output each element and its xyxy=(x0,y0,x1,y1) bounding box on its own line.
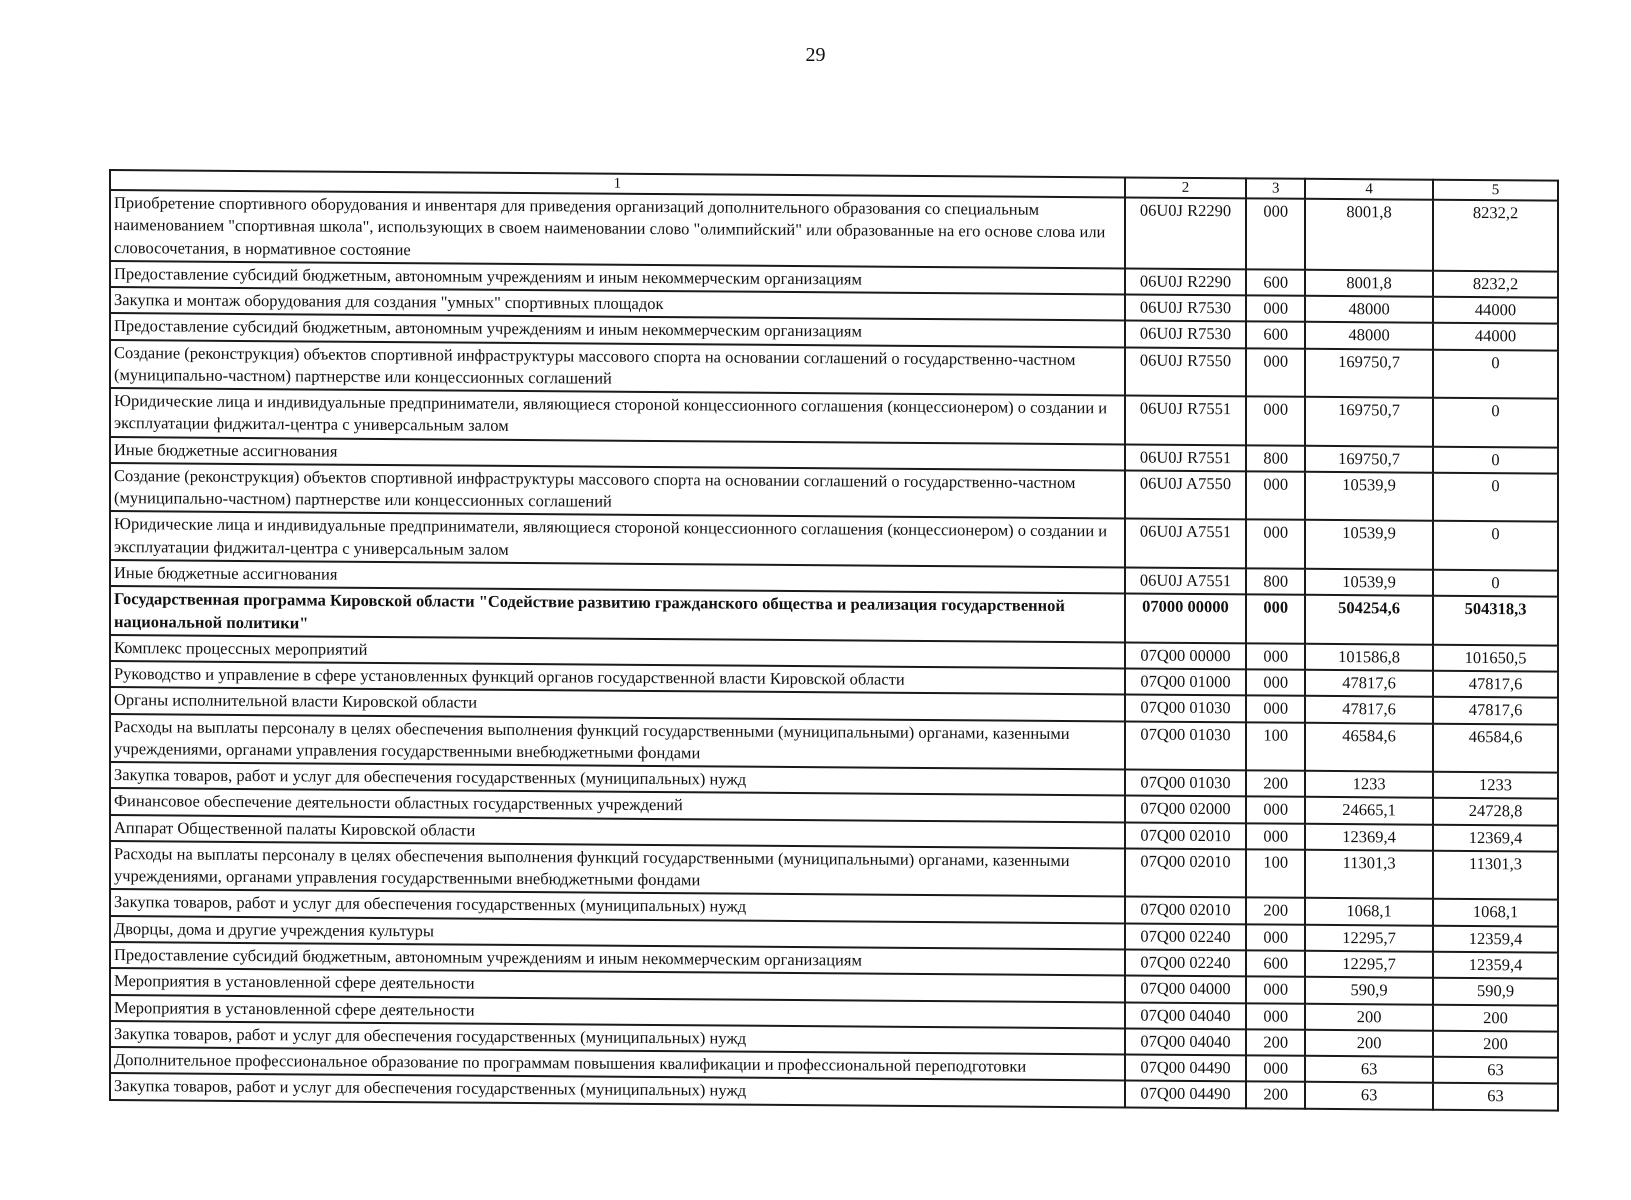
page-number: 29 xyxy=(805,44,826,66)
row-expense-type: 800 xyxy=(1246,445,1305,472)
row-description: Закупка товаров, работ и услуг для обеспечения государственных (муниципальных) нужд xyxy=(110,1073,1125,1107)
row-code: 06U0J R7550 xyxy=(1125,347,1247,396)
row-expense-type: 000 xyxy=(1246,595,1305,644)
row-expense-type: 100 xyxy=(1246,849,1305,898)
row-value-col4: 200 xyxy=(1305,1003,1433,1030)
row-value-col4: 48000 xyxy=(1305,296,1433,323)
row-code: 07Q00 02010 xyxy=(1125,822,1247,849)
row-code: 07Q00 04040 xyxy=(1125,1002,1247,1029)
row-description: Мероприятия в установленной сфере деятельности xyxy=(110,968,1125,1002)
row-code: 07000 00000 xyxy=(1125,594,1247,643)
row-value-col4: 8001,8 xyxy=(1305,270,1433,297)
row-expense-type: 600 xyxy=(1246,322,1305,349)
row-description: Расходы на выплаты персоналу в целях обеспечения выполнения функций государственными (муниципальными) органами, казенными учреждениями, органами управления государственными внебюджетными фондами xyxy=(110,714,1125,770)
row-expense-type: 200 xyxy=(1246,898,1305,925)
row-code: 07Q00 01000 xyxy=(1125,668,1247,695)
row-description: Закупка товаров, работ и услуг для обеспечения государственных (муниципальных) нужд xyxy=(110,889,1125,923)
row-expense-type: 000 xyxy=(1246,797,1305,824)
row-value-col4: 48000 xyxy=(1305,322,1433,349)
row-value-col5: 1068,1 xyxy=(1433,899,1558,926)
row-description: Создание (реконструкция) объектов спортивной инфраструктуры массового спорта на основании соглашений о государственно-частном (муниципально-частном) партнерстве или концессионных соглашений xyxy=(110,463,1125,519)
row-code: 07Q00 01030 xyxy=(1125,695,1247,722)
table-row xyxy=(110,190,1558,271)
row-expense-type: 000 xyxy=(1246,924,1305,951)
row-code: 06U0J R7530 xyxy=(1125,295,1247,322)
row-value-col5: 12359,4 xyxy=(1433,952,1558,979)
row-description: Иные бюджетные ассигнования xyxy=(110,437,1125,471)
row-value-col4: 12369,4 xyxy=(1305,823,1433,850)
row-expense-type: 600 xyxy=(1246,950,1305,977)
column-header-1: 1 xyxy=(110,170,1125,197)
row-expense-type: 000 xyxy=(1246,977,1305,1004)
row-code: 06U0J A7551 xyxy=(1125,519,1247,568)
row-value-col5: 200 xyxy=(1433,1030,1558,1057)
row-value-col5: 101650,5 xyxy=(1433,644,1558,671)
row-expense-type: 800 xyxy=(1246,568,1305,595)
row-value-col4: 1068,1 xyxy=(1305,898,1433,925)
row-expense-type: 000 xyxy=(1246,669,1305,696)
row-expense-type: 000 xyxy=(1246,295,1305,322)
row-value-col5: 504318,3 xyxy=(1433,596,1558,645)
row-description: Государственная программа Кировской области "Содействие развитию гражданского общества и реализация государственной национальной политики" xyxy=(110,586,1125,642)
row-value-col5: 47817,6 xyxy=(1433,671,1558,698)
row-value-col5: 46584,6 xyxy=(1433,723,1558,772)
column-header-3: 3 xyxy=(1246,178,1305,198)
row-code: 06U0J R2290 xyxy=(1125,268,1247,295)
row-value-col4: 47817,6 xyxy=(1305,696,1433,723)
row-code: 06U0J A7551 xyxy=(1125,567,1247,594)
row-value-col4: 47817,6 xyxy=(1305,670,1433,697)
row-expense-type: 000 xyxy=(1246,1003,1305,1030)
row-description: Органы исполнительной власти Кировской области xyxy=(110,687,1125,721)
row-description: Предоставление субсидий бюджетным, автономным учреждениям и иным некоммерческим организациям xyxy=(110,313,1125,347)
row-description: Мероприятия в установленной сфере деятельности xyxy=(110,995,1125,1029)
row-description: Руководство и управление в сфере установленных функций органов государственной власти Кировской области xyxy=(110,661,1125,695)
row-value-col5: 8232,2 xyxy=(1433,271,1558,298)
row-expense-type: 000 xyxy=(1246,348,1305,397)
row-value-col5: 0 xyxy=(1433,349,1558,398)
row-value-col5: 12369,4 xyxy=(1433,824,1558,851)
row-value-col4: 63 xyxy=(1305,1082,1433,1109)
row-code: 07Q00 04490 xyxy=(1125,1081,1247,1108)
column-header-2: 2 xyxy=(1125,177,1247,198)
row-description: Предоставление субсидий бюджетным, автономным учреждениям и иным некоммерческим организациям xyxy=(110,942,1125,976)
row-value-col5: 24728,8 xyxy=(1433,798,1558,825)
row-value-col4: 46584,6 xyxy=(1305,722,1433,771)
row-code: 07Q00 02240 xyxy=(1125,923,1247,950)
row-value-col5: 0 xyxy=(1433,398,1558,447)
row-code: 06U0J R7530 xyxy=(1125,321,1247,348)
row-value-col4: 169750,7 xyxy=(1305,397,1433,446)
row-code: 07Q00 00000 xyxy=(1125,642,1247,669)
row-description: Дворцы, дома и другие учреждения культуры xyxy=(110,916,1125,950)
row-expense-type: 200 xyxy=(1246,1029,1305,1056)
row-value-col4: 169750,7 xyxy=(1305,348,1433,397)
row-value-col4: 12295,7 xyxy=(1305,951,1433,978)
row-value-col5: 63 xyxy=(1433,1057,1558,1084)
row-description: Закупка и монтаж оборудования для создания "умных" спортивных площадок xyxy=(110,287,1125,321)
row-value-col5: 8232,2 xyxy=(1433,200,1558,272)
row-expense-type: 000 xyxy=(1246,1055,1305,1082)
row-code: 07Q00 02000 xyxy=(1125,796,1247,823)
row-value-col4: 504254,6 xyxy=(1305,595,1433,644)
row-value-col5: 1233 xyxy=(1433,772,1558,799)
row-value-col4: 10539,9 xyxy=(1305,472,1433,521)
row-expense-type: 200 xyxy=(1246,1082,1305,1109)
row-expense-type: 000 xyxy=(1246,823,1305,850)
row-value-col4: 24665,1 xyxy=(1305,797,1433,824)
row-value-col5: 12359,4 xyxy=(1433,925,1558,952)
column-header-4: 4 xyxy=(1305,179,1433,200)
row-expense-type: 000 xyxy=(1246,696,1305,723)
row-value-col5: 11301,3 xyxy=(1433,851,1558,900)
row-description: Предоставление субсидий бюджетным, автономным учреждениям и иным некоммерческим организациям xyxy=(110,261,1125,295)
row-description: Закупка товаров, работ и услуг для обеспечения государственных (муниципальных) нужд xyxy=(110,1021,1125,1055)
row-expense-type: 000 xyxy=(1246,471,1305,520)
row-value-col5: 47817,6 xyxy=(1433,697,1558,724)
row-value-col5: 0 xyxy=(1433,521,1558,570)
row-code: 07Q00 04040 xyxy=(1125,1028,1247,1055)
row-value-col4: 11301,3 xyxy=(1305,850,1433,899)
row-value-col4: 10539,9 xyxy=(1305,520,1433,569)
row-code: 07Q00 02010 xyxy=(1125,897,1247,924)
row-code: 07Q00 04490 xyxy=(1125,1054,1247,1081)
row-value-col5: 44000 xyxy=(1433,297,1558,324)
row-description: Приобретение спортивного оборудования и инвентаря для приведения организаций дополнительного образования со специальным наименованием "спортивная школа", использующих в своем наименовании слово "олимпийский" или образованные на его основе слова или словосочетания, в нормативное состояние xyxy=(110,190,1125,268)
row-value-col4: 63 xyxy=(1305,1056,1433,1083)
row-description: Расходы на выплаты персоналу в целях обеспечения выполнения функций государственными (муниципальными) органами, казенными учреждениями, органами управления государственными внебюджетными фондами xyxy=(110,841,1125,897)
row-expense-type: 100 xyxy=(1246,722,1305,771)
row-description: Закупка товаров, работ и услуг для обеспечения государственных (муниципальных) нужд xyxy=(110,762,1125,796)
row-code: 07Q00 01030 xyxy=(1125,770,1247,797)
row-code: 06U0J R7551 xyxy=(1125,396,1247,445)
row-expense-type: 000 xyxy=(1246,520,1305,569)
row-value-col4: 101586,8 xyxy=(1305,644,1433,671)
row-value-col4: 590,9 xyxy=(1305,977,1433,1004)
row-expense-type: 200 xyxy=(1246,770,1305,797)
row-value-col5: 0 xyxy=(1433,473,1558,522)
row-code: 07Q00 04000 xyxy=(1125,976,1247,1003)
row-expense-type: 600 xyxy=(1246,269,1305,296)
row-description: Комплекс процессных мероприятий xyxy=(110,635,1125,669)
row-description: Юридические лица и индивидуальные предприниматели, являющиеся стороной концессионного соглашения (концессионером) о создании и эксплуатации фиджитал-центра с универсальным залом xyxy=(110,511,1125,567)
row-description: Дополнительное профессиональное образование по программам повышения квалификации и профессиональной переподготовки xyxy=(110,1047,1125,1081)
row-value-col4: 200 xyxy=(1305,1030,1433,1057)
row-description: Финансовое обеспечение деятельности областных государственных учреждений xyxy=(110,788,1125,822)
row-value-col5: 44000 xyxy=(1433,323,1558,350)
row-value-col4: 8001,8 xyxy=(1305,199,1433,271)
row-code: 06U0J R7551 xyxy=(1125,444,1247,471)
row-value-col5: 590,9 xyxy=(1433,978,1558,1005)
row-value-col5: 0 xyxy=(1433,446,1558,473)
row-code: 06U0J R2290 xyxy=(1125,197,1247,269)
row-description: Создание (реконструкция) объектов спортивной инфраструктуры массового спорта на основании соглашений о государственно-частном (муниципально-частном) партнерстве или концессионных соглашений xyxy=(110,340,1125,396)
row-value-col5: 0 xyxy=(1433,570,1558,597)
row-code: 07Q00 02240 xyxy=(1125,949,1247,976)
column-header-5: 5 xyxy=(1433,180,1558,201)
row-value-col5: 63 xyxy=(1433,1083,1558,1110)
row-description: Юридические лица и индивидуальные предприниматели, являющиеся стороной концессионного соглашения (концессионером) о создании и эксплуатации фиджитал-центра с универсальным залом xyxy=(110,388,1125,444)
row-expense-type: 000 xyxy=(1246,396,1305,445)
row-expense-type: 000 xyxy=(1246,198,1305,269)
row-description: Аппарат Общественной палаты Кировской области xyxy=(110,815,1125,849)
row-code: 07Q00 02010 xyxy=(1125,848,1247,897)
row-description: Иные бюджетные ассигнования xyxy=(110,560,1125,594)
row-value-col4: 10539,9 xyxy=(1305,569,1433,596)
row-value-col4: 169750,7 xyxy=(1305,445,1433,472)
budget-table xyxy=(109,169,1559,1111)
table-body xyxy=(110,190,1558,1110)
row-expense-type: 000 xyxy=(1246,643,1305,670)
row-value-col5: 200 xyxy=(1433,1004,1558,1031)
row-code: 07Q00 01030 xyxy=(1125,721,1247,770)
row-code: 06U0J A7550 xyxy=(1125,470,1247,519)
row-value-col4: 1233 xyxy=(1305,771,1433,798)
row-value-col4: 12295,7 xyxy=(1305,924,1433,951)
